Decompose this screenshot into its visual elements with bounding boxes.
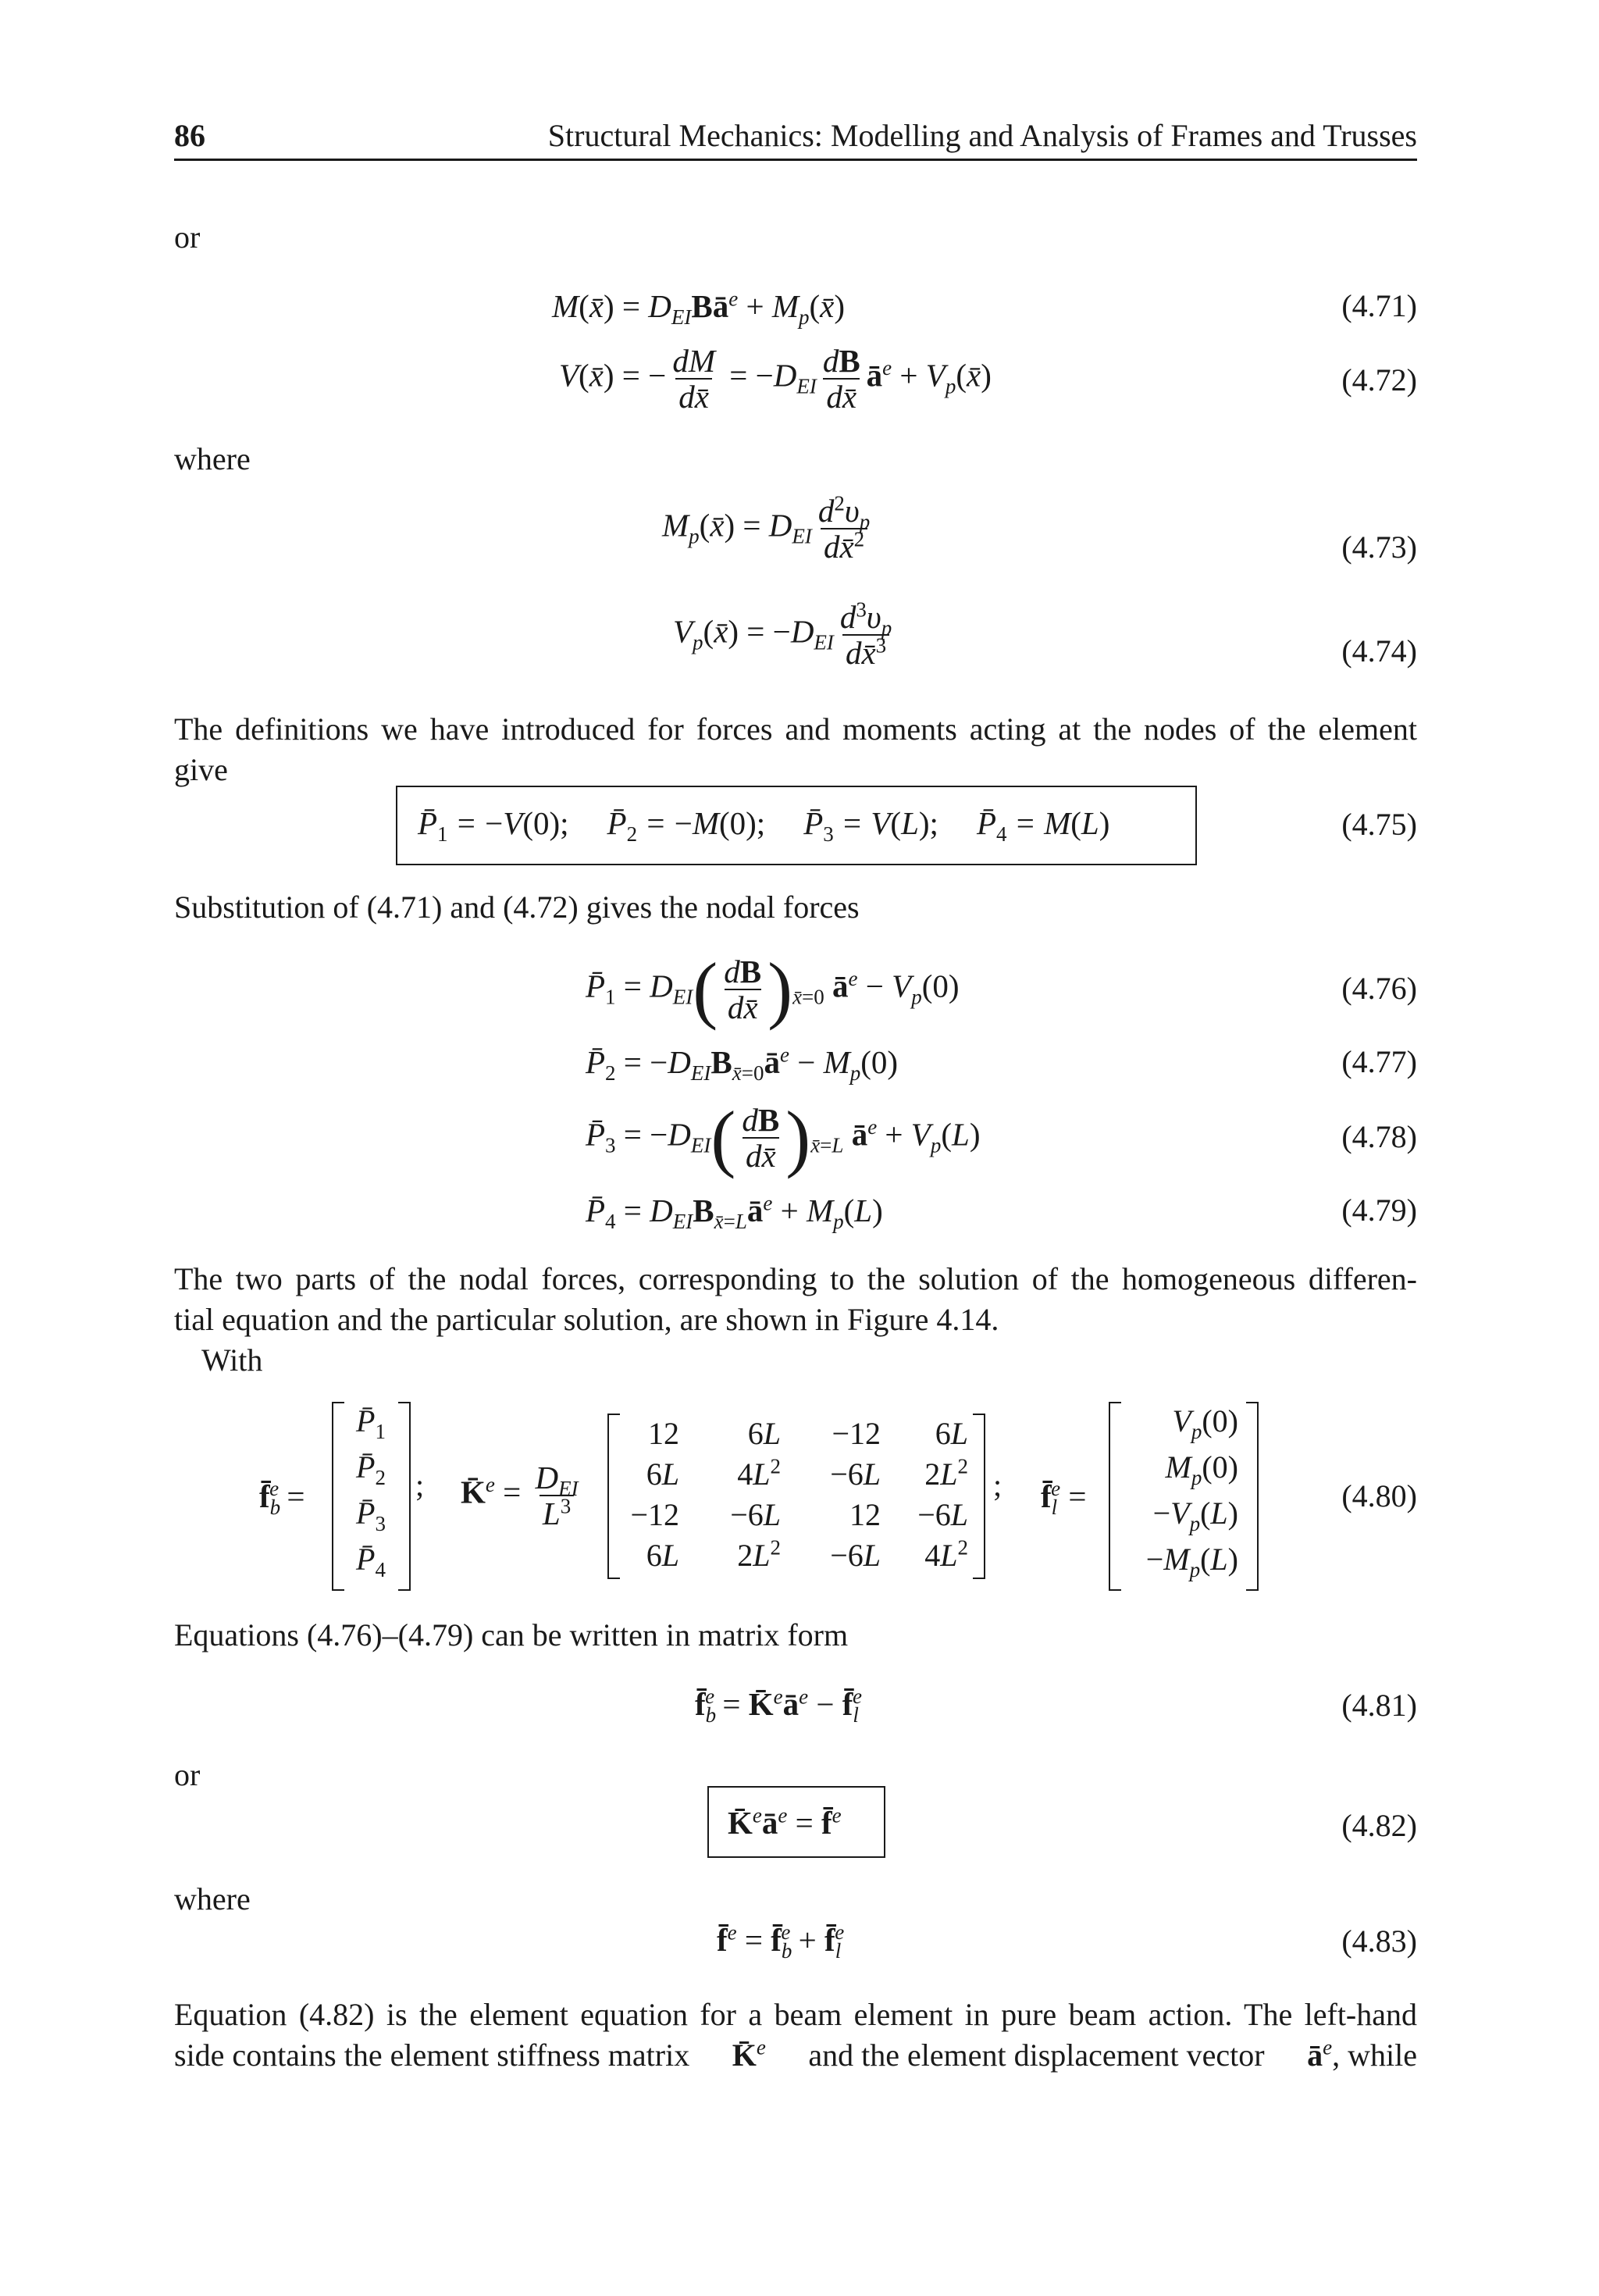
k-label: K̄$^e$ = $\frac{D_{EI}}{L^3}$ bbox=[461, 1460, 579, 1531]
final-text-a: side contains the element stiffness matrix bbox=[174, 2038, 690, 2073]
running-title: Structural Mechanics: Modelling and Analysis of Frames and Trusses bbox=[547, 118, 1417, 153]
paragraph-matrix-form: Equations (4.76)–(4.79) can be written in matrix form bbox=[174, 1617, 849, 1652]
final-text-b: and the element displacement vector bbox=[808, 2038, 1265, 2073]
matrix-cell: −6L bbox=[917, 1497, 968, 1532]
matrix-cell: −6L bbox=[830, 1456, 881, 1492]
equation-number: (4.72) bbox=[1341, 362, 1417, 398]
fl-entry: $M_p(0)$ bbox=[1165, 1449, 1238, 1489]
paragraph-final-line1: Equation (4.82) is the element equation for a beam element in pure beam action. The left-hand bbox=[174, 1997, 1417, 2032]
fl-label: $f̄_l^e$ = bbox=[1041, 1477, 1087, 1520]
matrix-cell: 6L bbox=[747, 1416, 781, 1451]
equation-number: (4.77) bbox=[1341, 1044, 1417, 1079]
matrix-cell: 6L bbox=[935, 1416, 968, 1451]
equation-4-83: f̄$^e$ = $f̄_b^e$ + $f̄_l^e$ bbox=[717, 1920, 845, 1963]
paragraph-final-line2 bbox=[174, 2035, 1417, 2076]
equation-4-81: $f̄_b^e$ = $K̄^eā^e$ − $f̄_l^e$ bbox=[695, 1685, 862, 1727]
equation-4-82: $K̄^eā^e$ = f̄$^e$ bbox=[728, 1803, 842, 1841]
matrix-cell: 12 bbox=[648, 1416, 679, 1451]
text-or: or bbox=[174, 1757, 201, 1792]
equation-4-72: V(x̄) = − $\frac{dM}{dx̄}$ = $-D_{EI}$ $\frac{dB}{dx̄}$ $ā^e$ + $V_p(x̄)$ bbox=[559, 343, 992, 415]
fl-entry: $-V_p(L)$ bbox=[1152, 1496, 1238, 1535]
text-or: or bbox=[174, 219, 201, 255]
fb-entry: $P̄_4$ bbox=[356, 1542, 386, 1581]
bracket-right bbox=[398, 1402, 411, 1591]
page-number: 86 bbox=[174, 118, 205, 153]
equation-number: (4.82) bbox=[1341, 1808, 1417, 1843]
matrix-cell: 6L bbox=[646, 1538, 679, 1573]
fl-entry: $-M_p(L)$ bbox=[1145, 1542, 1238, 1581]
paragraph-definitions-line2: give bbox=[174, 752, 228, 787]
bracket-left bbox=[332, 1402, 344, 1591]
matrix-cell: $4L^2$ bbox=[737, 1454, 781, 1492]
final-symbol-a: $ā^e$, while bbox=[1307, 2035, 1417, 2073]
matrix-cell: $2L^2$ bbox=[924, 1454, 968, 1492]
equation-number: (4.71) bbox=[1341, 288, 1417, 323]
text-where: where bbox=[174, 441, 251, 476]
bracket-left bbox=[607, 1414, 620, 1579]
bracket-right bbox=[1246, 1402, 1259, 1591]
paragraph-substitution: Substitution of (4.71) and (4.72) gives the nodal forces bbox=[174, 890, 860, 925]
matrix-cell: −6L bbox=[730, 1497, 781, 1532]
equation-number: (4.80) bbox=[1341, 1478, 1417, 1513]
equation-4-74: $V_p(x̄) = -D_{EI}$ $\frac{d^3\upsilon_p}{dx̄^3}$ bbox=[673, 597, 892, 671]
final-symbol-k: K̄$^e$ bbox=[732, 2035, 766, 2073]
matrix-cell: $4L^2$ bbox=[924, 1535, 968, 1573]
equation-4-77: $P̄_2$ = $-D_{EI}B_{x̄=0}ā^e - M_p(0)$ bbox=[586, 1043, 899, 1086]
matrix-cell: $2L^2$ bbox=[737, 1535, 781, 1573]
matrix-cell: −12 bbox=[832, 1416, 881, 1451]
matrix-cell: 12 bbox=[849, 1497, 881, 1532]
matrix-cell: 6L bbox=[646, 1456, 679, 1492]
fl-entry: $V_p(0)$ bbox=[1172, 1403, 1238, 1443]
equation-number: (4.73) bbox=[1341, 529, 1417, 565]
header-rule bbox=[174, 159, 1417, 161]
equation-number: (4.78) bbox=[1341, 1119, 1417, 1154]
fb-entry: $P̄_3$ bbox=[356, 1496, 386, 1535]
paragraph-two-parts-line1: The two parts of the nodal forces, corresponding to the solution of the homogeneous differen- bbox=[174, 1261, 1417, 1296]
separator: ; bbox=[415, 1467, 425, 1503]
equation-4-76: $P̄_1 = D_{EI}$( $\frac{dB}{dx̄}$ )$_{x̄=0}$ $ā^e - V_p(0)$ bbox=[586, 947, 960, 1031]
fb-entry: $P̄_2$ bbox=[356, 1449, 386, 1489]
bracket-right bbox=[973, 1414, 985, 1579]
matrix-cell: −12 bbox=[630, 1497, 679, 1532]
equation-4-79: $P̄_4$ = $D_{EI}B_{x̄=L}ā^e + M_p(L)$ bbox=[586, 1191, 883, 1234]
equation-number: (4.76) bbox=[1341, 971, 1417, 1006]
equation-4-78: $P̄_3 = -D_{EI}$( $\frac{dB}{dx̄}$ )$_{x̄=L}$ $ā^e + V_p(L)$ bbox=[586, 1096, 981, 1179]
paragraph-with: With bbox=[201, 1342, 263, 1378]
separator: ; bbox=[993, 1467, 1002, 1503]
equation-number: (4.79) bbox=[1341, 1193, 1417, 1228]
equation-number: (4.74) bbox=[1341, 633, 1417, 668]
bracket-left bbox=[1109, 1402, 1121, 1591]
equation-4-71: M(x̄) = $D_{EI}Bā^e$ + $M_p(x̄)$ bbox=[552, 287, 846, 330]
paragraph-two-parts-line2: tial equation and the particular solution, are shown in Figure 4.14. bbox=[174, 1302, 999, 1337]
fb-entry: $P̄_1$ bbox=[356, 1403, 386, 1443]
equation-4-75: $P̄_1 = -V(0)$; $P̄_2 = -M(0)$; $P̄_3 = V(L)$; $P̄_4 = M(L)$ bbox=[418, 805, 1110, 847]
matrix-cell: −6L bbox=[830, 1538, 881, 1573]
equation-4-73: $M_p(x̄) = D_{EI}$ $\frac{d^2\upsilon_p}{dx̄^2}$ bbox=[662, 491, 871, 565]
paragraph-definitions-line1: The definitions we have introduced for forces and moments acting at the nodes of the element bbox=[174, 711, 1417, 747]
text-where: where bbox=[174, 1881, 251, 1916]
equation-number: (4.83) bbox=[1341, 1923, 1417, 1959]
fb-label: $f̄_b^e$ = bbox=[259, 1477, 305, 1520]
equation-number: (4.81) bbox=[1341, 1688, 1417, 1723]
equation-number: (4.75) bbox=[1341, 807, 1417, 842]
